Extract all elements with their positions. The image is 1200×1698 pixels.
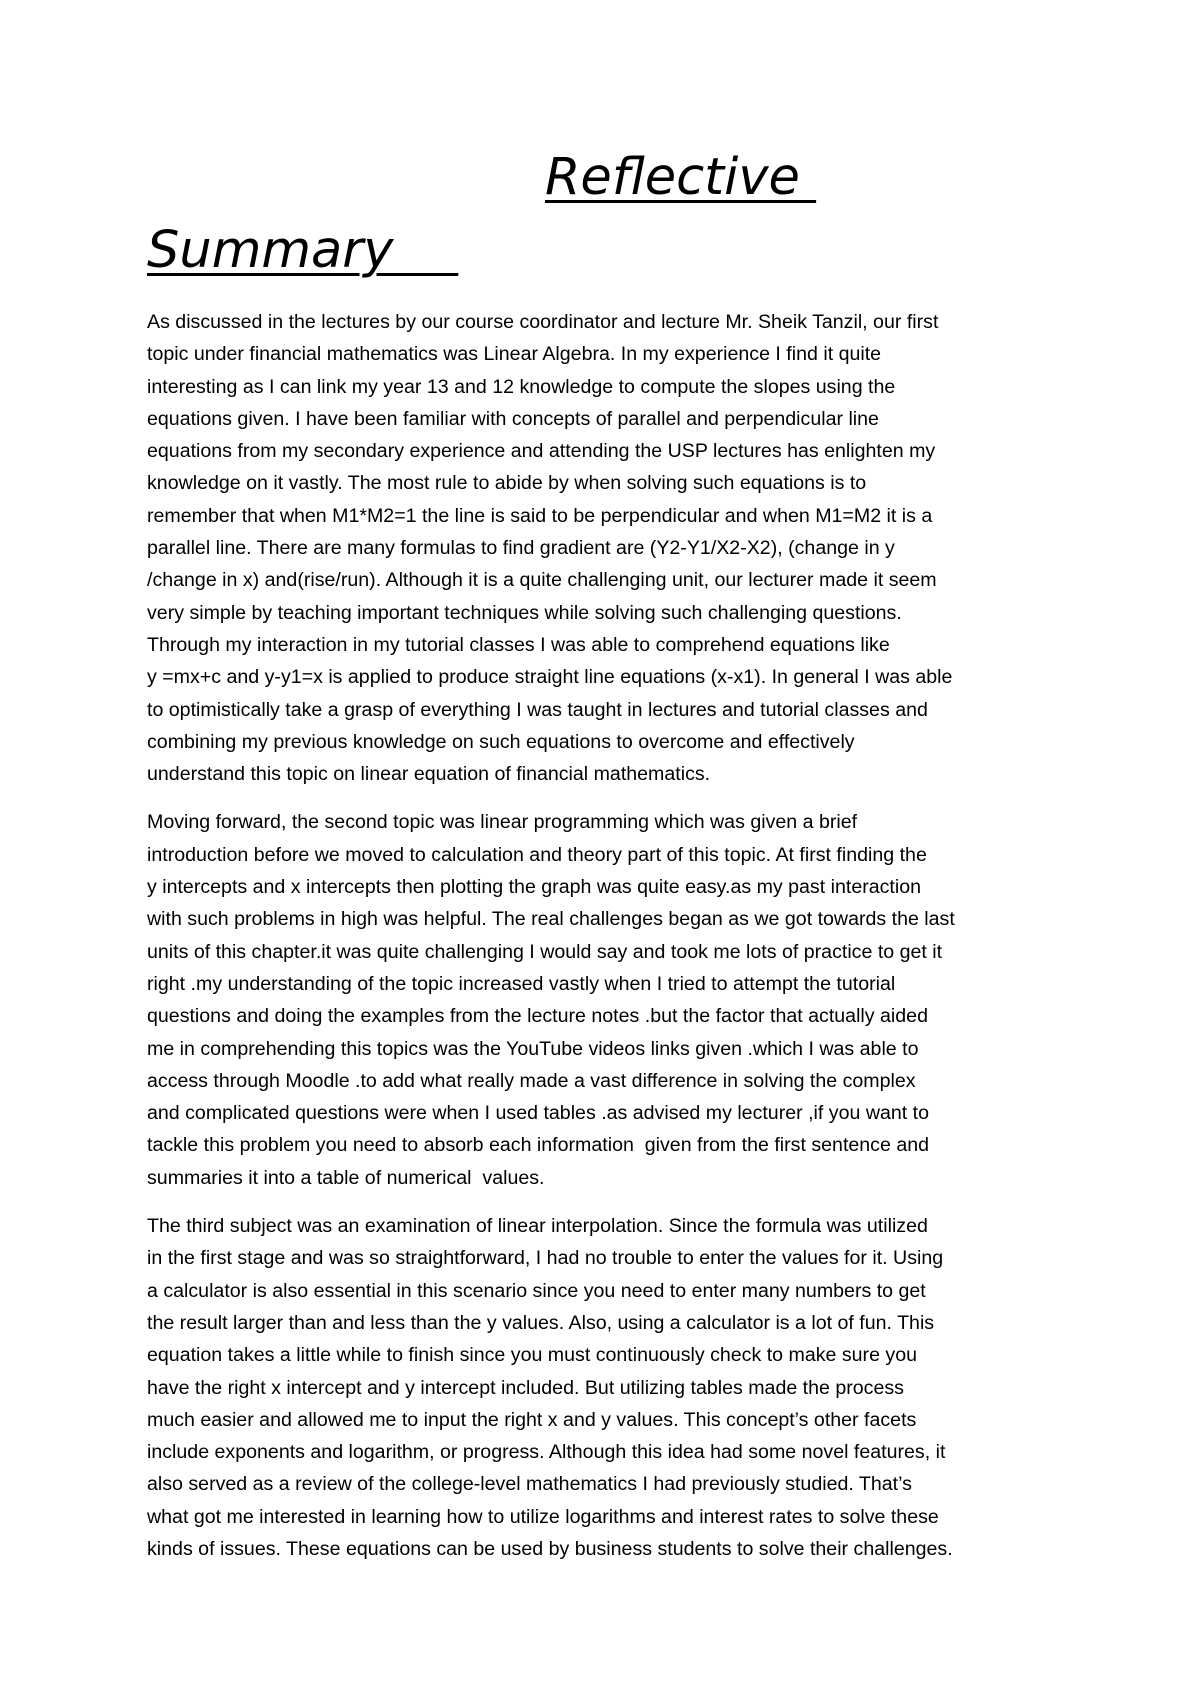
text-line: a calculator is also essential in this scenario since you need to enter many numbers to get [147, 1279, 926, 1302]
text-line: right .my understanding of the topic increased vastly when I tried to attempt the tutorial [147, 972, 896, 995]
text-line: Through my interaction in my tutorial classes I was able to comprehend equations like [147, 633, 890, 656]
paragraph-3 [147, 1210, 1082, 1565]
text-line: much easier and allowed me to input the right x and y values. This concept’s other facets [147, 1408, 917, 1431]
text-line: with such problems in high was helpful. The real challenges began as we got towards the last [147, 908, 955, 931]
text-line: have the right x intercept and y intercept included. But utilizing tables made the process [147, 1376, 904, 1399]
text-line: equation takes a little while to finish since you must continuously check to make sure you [147, 1344, 918, 1367]
text-line: equations from my secondary experience and attending the USP lectures has enlighten my [147, 440, 936, 463]
document-title: Reflective [545, 148, 817, 207]
text-line: understand this topic on linear equation of financial mathematics. [147, 763, 711, 786]
text-line: to optimistically take a grasp of everything I was taught in lectures and tutorial classes and [147, 698, 928, 721]
text-line: kinds of issues. These equations can be used by business students to solve their challenges. [147, 1537, 953, 1560]
text-line: also served as a review of the college-level mathematics I had previously studied. That’s [147, 1473, 912, 1496]
text-line: access through Moodle .to add what really made a vast difference in solving the complex [147, 1069, 916, 1092]
text-line: include exponents and logarithm, or progress. Although this idea had some novel features, it [147, 1441, 946, 1464]
text-line: combining my previous knowledge on such equations to overcome and effectively [147, 730, 855, 753]
document-body [147, 306, 1082, 1581]
text-line: y intercepts and x intercepts then plotting the graph was quite easy.as my past interaction [147, 876, 922, 899]
text-line: parallel line. There are many formulas to find gradient are (Y2-Y1/X2-X2), (change in y [147, 537, 895, 560]
text-line: equations given. I have been familiar with concepts of parallel and perpendicular line [147, 407, 879, 430]
text-line: The third subject was an examination of linear interpolation. Since the formula was utilized [147, 1215, 928, 1238]
text-line: and complicated questions were when I used tables .as advised my lecturer ,if you want to [147, 1102, 929, 1125]
text-line: knowledge on it vastly. The most rule to abide by when solving such equations is to [147, 472, 867, 495]
document-title-continued: Summary [147, 221, 459, 280]
paragraph-1 [147, 306, 1082, 790]
text-line: introduction before we moved to calculation and theory part of this topic. At first finding the [147, 843, 927, 866]
text-line: y =mx+c and y-y1=x is applied to produce straight line equations (x-x1). In general I was able [147, 666, 953, 689]
text-line: remember that when M1*M2=1 the line is said to be perpendicular and when M1=M2 it is a [147, 504, 933, 527]
text-line: interesting as I can link my year 13 and 12 knowledge to compute the slopes using the [147, 375, 896, 398]
text-line: /change in x) and(rise/run). Although it is a quite challenging unit, our lecturer made it seem [147, 569, 937, 592]
text-line: very simple by teaching important techniques while solving such challenging questions. [147, 601, 902, 624]
text-line: topic under financial mathematics was Linear Algebra. In my experience I find it quite [147, 343, 882, 366]
text-line: units of this chapter.it was quite challenging I would say and took me lots of practice to get it [147, 940, 943, 963]
text-line: summaries it into a table of numerical values. [147, 1166, 545, 1189]
text-line: in the first stage and was so straightforward, I had no trouble to enter the values for it. Using [147, 1247, 944, 1270]
text-line: the result larger than and less than the y values. Also, using a calculator is a lot of fun. This [147, 1311, 935, 1334]
text-line: As discussed in the lectures by our course coordinator and lecture Mr. Sheik Tanzil, our first [147, 311, 939, 333]
text-line: Moving forward, the second topic was linear programming which was given a brief [147, 811, 858, 834]
text-line: questions and doing the examples from the lecture notes .but the factor that actually aided [147, 1005, 928, 1028]
paragraph-2 [147, 806, 1082, 1194]
text-line: tackle this problem you need to absorb each information given from the first sentence and [147, 1134, 930, 1157]
text-line: me in comprehending this topics was the YouTube videos links given .which I was able to [147, 1037, 919, 1060]
text-line: what got me interested in learning how to utilize logarithms and interest rates to solve these [147, 1505, 939, 1528]
